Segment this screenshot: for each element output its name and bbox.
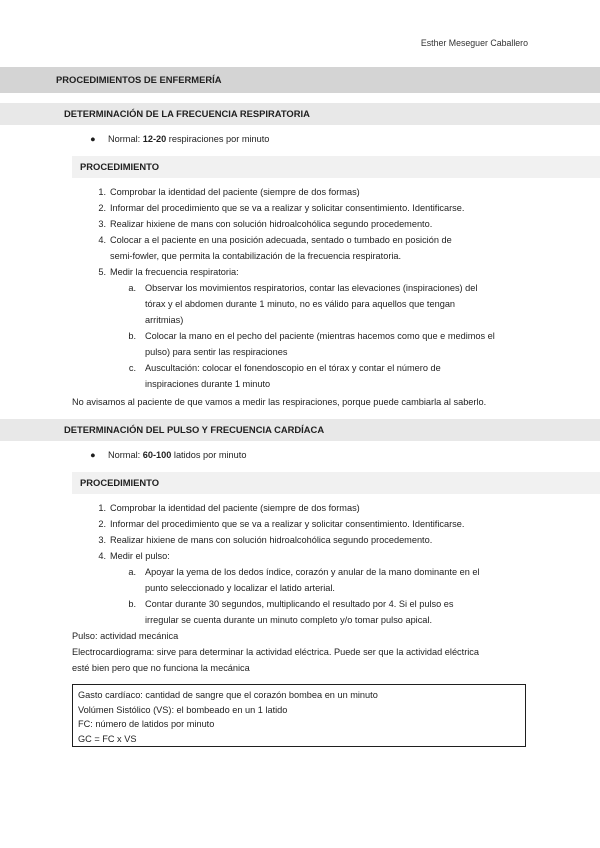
normal-value: 12-20 bbox=[142, 134, 167, 144]
normal-unit: respiraciones por minuto bbox=[168, 134, 270, 144]
procedure-title-respiratory: PROCEDIMIENTO bbox=[72, 156, 600, 178]
main-title: PROCEDIMIENTOS DE ENFERMERÍA bbox=[0, 67, 600, 93]
normal-unit: latidos por minuto bbox=[173, 450, 247, 460]
definition-line: FC: número de latidos por minuto bbox=[78, 719, 215, 729]
definitions-box bbox=[72, 684, 526, 747]
pulse-note: Pulso: actividad mecánica bbox=[72, 631, 179, 641]
normal-label: Normal: bbox=[108, 450, 141, 460]
definition-line: Gasto cardíaco: cantidad de sangre que el corazón bombea en un minuto bbox=[78, 690, 378, 700]
bullet-icon: ● bbox=[90, 450, 96, 460]
respiratory-note: No avisamos al paciente de que vamos a medir las respiraciones, porque puede cambiarla al saberlo. bbox=[72, 397, 487, 407]
ecg-note: Electrocardiograma: sirve para determinar la actividad eléctrica. Puede ser que la actividad eléctrica bbox=[72, 647, 479, 657]
definition-line: Volúmen Sistólico (VS): el bombeado en un 1 latido bbox=[78, 704, 288, 715]
section-title-pulse: DETERMINACIÓN DEL PULSO Y FRECUENCIA CARDÍACA bbox=[0, 419, 600, 441]
ecg-note-continuation: esté bien pero que no funciona la mecánica bbox=[72, 663, 250, 673]
author-name: Esther Meseguer Caballero bbox=[420, 38, 528, 48]
procedure-title-pulse: PROCEDIMIENTO bbox=[72, 472, 600, 494]
normal-label: Normal: bbox=[108, 134, 141, 144]
formula-line: GC = FC x VS bbox=[78, 733, 137, 744]
section-title-respiratory: DETERMINACIÓN DE LA FRECUENCIA RESPIRATORIA bbox=[0, 103, 600, 125]
normal-value: 60-100 bbox=[142, 450, 172, 460]
bullet-icon: ● bbox=[90, 134, 96, 144]
